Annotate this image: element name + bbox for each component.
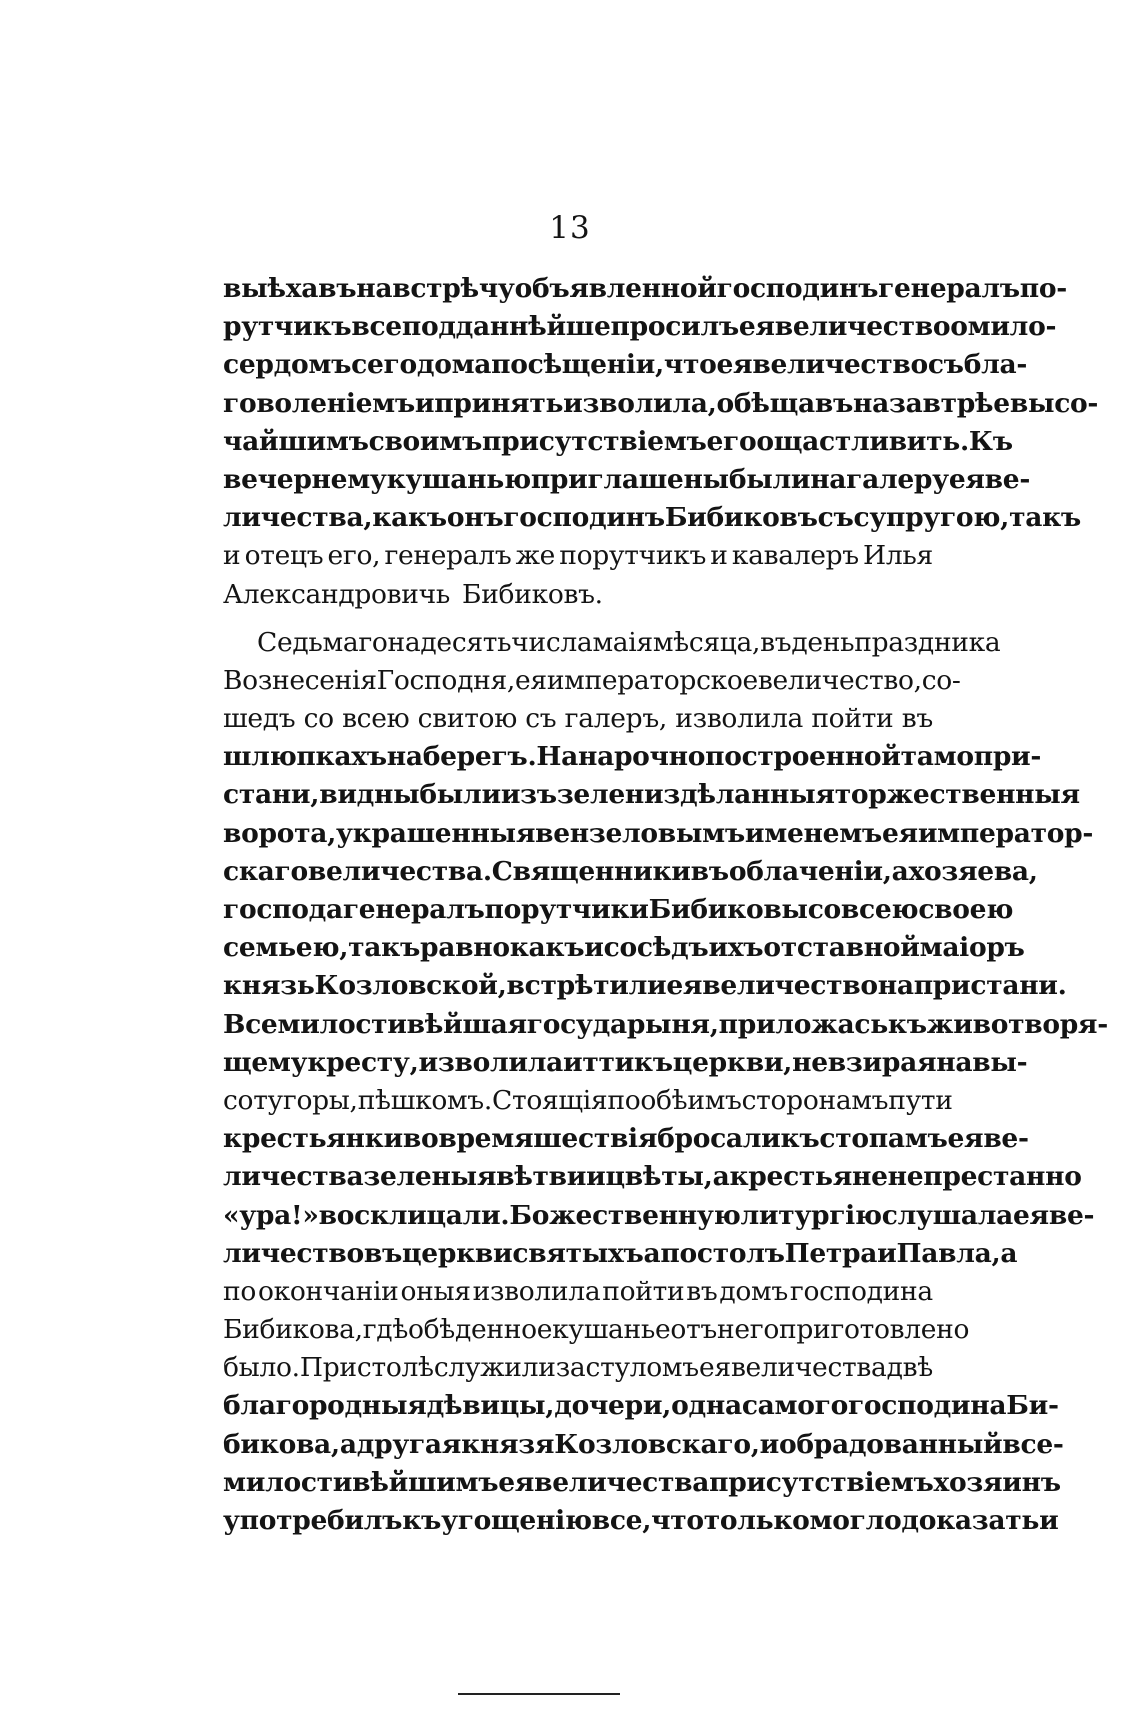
word: животворя- — [926, 1008, 1108, 1040]
word: генералъ — [384, 540, 512, 572]
word: самого — [741, 1390, 848, 1422]
word: просилъ — [610, 311, 739, 343]
word: Стоящія — [491, 1084, 608, 1116]
text-line — [223, 346, 1028, 384]
word: на — [877, 970, 914, 1002]
word: его, — [327, 540, 381, 572]
word: горы, — [282, 1084, 358, 1116]
word: какъ — [509, 932, 585, 964]
word: ворота, — [223, 817, 337, 849]
word: величества. — [307, 855, 492, 887]
word: итти — [562, 1046, 634, 1078]
word: праздника — [854, 626, 1001, 658]
word: государыня, — [526, 1008, 719, 1040]
text-line — [223, 1082, 953, 1120]
word: пѣшкомъ. — [357, 1084, 492, 1116]
word: говоленіемъ — [223, 387, 415, 419]
word: всею — [840, 894, 919, 925]
word: сосѣдъ — [603, 932, 709, 964]
word: На — [536, 741, 578, 773]
word: шлюпкахъ — [223, 741, 387, 773]
word: Господня, — [376, 664, 515, 696]
text-line — [223, 1349, 933, 1387]
word: ея — [698, 1352, 731, 1384]
word: видны — [319, 779, 420, 811]
word: именемъ — [744, 817, 882, 849]
word: супругою, — [853, 502, 1010, 534]
word: император- — [917, 817, 1094, 849]
word: посѣщеніи, — [491, 349, 664, 381]
word: время — [438, 1123, 534, 1155]
word: отставной — [763, 932, 920, 964]
word: въ — [686, 1275, 718, 1307]
word: мило- — [967, 311, 1057, 343]
word: Козловской, — [314, 970, 507, 1002]
word: построенной — [705, 741, 901, 773]
word: господа — [223, 894, 343, 925]
word: день — [791, 626, 855, 658]
word: стани, — [223, 779, 320, 811]
text-line — [223, 308, 1057, 346]
word: ея — [948, 463, 985, 495]
word: украшенныя — [336, 817, 536, 849]
word: ея — [498, 1466, 535, 1498]
word: щему — [223, 1046, 308, 1078]
word: все, — [591, 1505, 652, 1536]
word: крестьяне — [729, 1161, 888, 1193]
word: галеръ, — [564, 703, 668, 735]
paragraph-1 — [223, 270, 1099, 614]
word: ве- — [984, 463, 1031, 495]
text-line — [223, 1464, 1061, 1502]
word: ощастливить. — [756, 425, 969, 457]
word: берегъ. — [422, 741, 537, 773]
body-text — [223, 270, 1108, 1540]
word: скаго — [223, 855, 308, 887]
word: присутствіемъ — [709, 1466, 934, 1498]
word: здѣланныя — [663, 779, 835, 811]
word: по- — [1019, 273, 1067, 304]
text-line — [223, 853, 1038, 891]
text-line — [223, 270, 1067, 308]
text-line — [223, 1273, 933, 1311]
word: сторонамъ — [741, 1084, 889, 1116]
text-line — [223, 576, 933, 614]
word: изволила — [418, 1046, 563, 1078]
word: своею — [918, 894, 1014, 925]
word: ея — [716, 349, 753, 381]
word: и — [877, 1237, 897, 1269]
word: галеру — [846, 463, 949, 495]
word: Священники — [491, 855, 691, 887]
word: изволила — [675, 703, 804, 735]
word: въ — [901, 703, 933, 735]
word: присутствіемъ — [482, 425, 707, 457]
word: другая — [356, 1428, 462, 1460]
word: въ — [363, 1237, 402, 1269]
word: служили — [433, 1352, 556, 1384]
word: приготовлено — [778, 1314, 970, 1346]
word: а — [712, 1161, 730, 1193]
word: по — [223, 1275, 257, 1307]
text-line — [223, 700, 933, 738]
word: не — [792, 1046, 828, 1078]
word: что — [651, 1505, 704, 1536]
word: маія — [592, 626, 653, 658]
word: домъ — [719, 1275, 788, 1307]
word: вы- — [972, 1046, 1028, 1078]
word: дочери, — [554, 1390, 672, 1422]
paragraph-2 — [223, 624, 1108, 1541]
text-line — [223, 1502, 1059, 1540]
footer-rule — [458, 1693, 620, 1695]
word: Бибиковы — [648, 894, 808, 925]
word: святыхъ — [512, 1237, 644, 1269]
word: Вознесенія — [223, 664, 377, 696]
text-line — [223, 624, 1001, 662]
text-line — [223, 385, 1099, 423]
word: сего — [351, 349, 417, 381]
word: по — [607, 1084, 641, 1116]
word: восклицали. — [318, 1199, 510, 1231]
word: дома — [416, 349, 492, 381]
word: и — [1039, 1505, 1059, 1536]
text-line — [223, 461, 1031, 499]
word: Седьмагонадесять — [257, 626, 512, 658]
word: все- — [1002, 1428, 1064, 1460]
word: двѣ — [886, 1352, 933, 1384]
word: хозяинъ — [933, 1466, 1061, 1498]
word: тамо — [900, 741, 974, 773]
word: князь — [223, 970, 315, 1002]
word: ея — [666, 970, 703, 1002]
word: какъ — [372, 502, 447, 534]
word: литургію — [740, 1199, 882, 1231]
text-line — [223, 1235, 1018, 1273]
word: Александровичь — [223, 578, 451, 610]
word: дѣвицы, — [426, 1390, 555, 1422]
word: только — [703, 1505, 810, 1536]
word: обѣденное — [408, 1314, 553, 1346]
word: Павла, — [896, 1237, 1001, 1269]
word: приложась — [718, 1008, 888, 1040]
word: употребилъ — [223, 1505, 403, 1536]
word: къ — [887, 1008, 927, 1040]
word: его — [706, 425, 757, 457]
word: Бибиковъ — [664, 502, 818, 534]
word: были — [419, 779, 501, 811]
word: высо- — [1009, 387, 1099, 419]
word: вензеловымъ — [535, 817, 745, 849]
word: одна — [671, 1390, 742, 1422]
word: господина — [847, 1390, 1007, 1422]
text-line — [223, 1158, 1082, 1196]
word: и — [584, 932, 604, 964]
word: со- — [921, 664, 961, 696]
text-line — [223, 891, 1014, 929]
word: съ — [927, 349, 964, 381]
word: благородныя — [223, 1390, 427, 1422]
word: на — [386, 741, 423, 773]
word: пристани. — [913, 970, 1067, 1002]
text-line — [223, 662, 961, 700]
word: могло — [809, 1505, 902, 1536]
word: нарочно — [577, 741, 706, 773]
word: церкви, — [672, 1046, 793, 1078]
word: Илья — [863, 540, 933, 572]
word: столѣ — [356, 1352, 434, 1384]
word: бикова, — [223, 1428, 340, 1460]
text-line — [223, 967, 1067, 1005]
word: было. — [223, 1352, 300, 1384]
text-line — [223, 929, 1025, 967]
word: величество — [752, 349, 928, 381]
word: величество — [702, 970, 878, 1002]
word: равно — [420, 932, 510, 964]
word: принять — [434, 387, 564, 419]
word: Божественную — [509, 1199, 741, 1231]
word: генералъ — [878, 273, 1020, 304]
word: шедъ — [223, 703, 296, 735]
word: милостивѣйшимъ — [223, 1466, 499, 1498]
word: приглашены — [530, 463, 729, 495]
word: «ура!» — [223, 1199, 319, 1231]
word: на — [936, 1046, 973, 1078]
word: ея — [738, 311, 775, 343]
word: къ — [633, 1046, 673, 1078]
text-line — [223, 738, 1042, 776]
word: ея — [1013, 1199, 1049, 1231]
word: о — [950, 311, 968, 343]
word: величества — [534, 1466, 710, 1498]
word: взирая — [827, 1046, 937, 1078]
text-line — [223, 423, 1013, 461]
word: на — [810, 463, 847, 495]
word: доказать — [901, 1505, 1040, 1536]
word: шествія — [533, 1123, 658, 1155]
word: и — [414, 387, 435, 419]
word: объявленной — [514, 273, 717, 304]
word: изволила — [472, 1275, 601, 1307]
word: на — [356, 273, 393, 304]
word: кавалеръ — [731, 540, 859, 572]
word: съ — [525, 703, 557, 735]
word: ве- — [983, 1123, 1029, 1155]
word: господина — [789, 1275, 933, 1307]
word: стопамъ — [819, 1123, 948, 1155]
word: встрѣчу — [392, 273, 515, 304]
word: хозяева, — [908, 855, 1038, 887]
paragraph-gap — [223, 614, 933, 624]
word: Бибиковъ. — [462, 578, 603, 610]
word: личества, — [223, 502, 373, 534]
text-line — [223, 1120, 1029, 1158]
word: Петра — [784, 1237, 878, 1269]
word: ихъ — [708, 932, 764, 964]
word: со — [303, 703, 334, 735]
word: зеленыя — [363, 1161, 497, 1193]
word: торжественныя — [834, 779, 1080, 811]
word: обрадованный — [779, 1428, 1003, 1460]
word: рутчикъ — [223, 311, 352, 343]
word: личество — [223, 1237, 364, 1269]
word: кресту, — [307, 1046, 419, 1078]
text-line — [223, 499, 1081, 537]
word: свитою — [417, 703, 517, 735]
word: такъ — [1009, 502, 1081, 534]
word: отецъ — [244, 540, 324, 572]
word: вѣтви — [496, 1161, 587, 1193]
word: соту — [223, 1084, 283, 1116]
text-line — [223, 1426, 1064, 1464]
word: облаченіи, — [728, 855, 892, 887]
word: господинъ — [503, 502, 665, 534]
word: него — [717, 1314, 779, 1346]
word: завтрѣе — [888, 387, 1010, 419]
word: угощенію — [441, 1505, 592, 1536]
word: семьею, — [223, 932, 349, 964]
word: цвѣты, — [605, 1161, 713, 1193]
word: и — [759, 1428, 779, 1460]
text-line — [223, 815, 1094, 853]
word: церкви — [402, 1237, 513, 1269]
word: пойти — [602, 1275, 685, 1307]
word: ея — [881, 817, 918, 849]
text-line — [223, 1044, 1028, 1082]
word: При — [299, 1352, 357, 1384]
word: величества — [730, 1352, 887, 1384]
word: въ — [760, 626, 792, 658]
word: бросали — [657, 1123, 781, 1155]
word: личества — [223, 1161, 364, 1193]
word: со — [807, 894, 841, 925]
word: господинъ — [716, 273, 879, 304]
word: чайшимъ — [223, 425, 369, 457]
word: во — [402, 1123, 439, 1155]
word: а — [891, 855, 909, 887]
word: выѣхавъ — [223, 273, 357, 304]
word: бла- — [963, 349, 1028, 381]
word: слушала — [881, 1199, 1013, 1231]
word: величество, — [757, 664, 922, 696]
word: своимъ — [368, 425, 483, 457]
word: числа — [511, 626, 593, 658]
word: непрестанно — [887, 1161, 1082, 1193]
word: апостолъ — [643, 1237, 785, 1269]
text-line — [223, 1197, 1095, 1235]
word: гдѣ — [362, 1314, 408, 1346]
word: а — [1000, 1237, 1018, 1269]
word: маіоръ — [919, 932, 1025, 964]
text-line — [223, 537, 933, 575]
word: изволила, — [563, 387, 717, 419]
word: крестьянки — [223, 1123, 403, 1155]
word: зелени — [556, 779, 664, 811]
word: кушанье — [552, 1314, 671, 1346]
word: генералъ — [342, 894, 485, 925]
word: такъ — [348, 932, 421, 964]
word: обѣщавъ — [716, 387, 854, 419]
word: окончаніи — [257, 1275, 399, 1307]
word: порутчики — [484, 894, 649, 925]
word: ве- — [1048, 1199, 1095, 1231]
word: князя — [461, 1428, 555, 1460]
page-number: 13 — [549, 210, 591, 246]
word: кушанью — [386, 463, 531, 495]
word: стуломъ — [585, 1352, 699, 1384]
word: величество — [774, 311, 951, 343]
word: встрѣтили — [506, 970, 667, 1002]
word: и — [586, 1161, 606, 1193]
word: были — [728, 463, 811, 495]
word: всею — [342, 703, 410, 735]
word: всеподданнѣйше — [351, 311, 611, 343]
word: пойти — [811, 703, 894, 735]
word: а — [339, 1428, 357, 1460]
word: Бибикова, — [223, 1314, 363, 1346]
word: мѣсяца, — [652, 626, 761, 658]
word: Козловскаго, — [554, 1428, 760, 1460]
word: на — [853, 387, 889, 419]
word: что — [663, 349, 717, 381]
word: къ — [402, 1505, 442, 1536]
word: отъ — [670, 1314, 717, 1346]
text-line — [223, 1387, 1059, 1425]
word: обѣимъ — [640, 1084, 742, 1116]
text-line — [223, 1311, 970, 1349]
word: за — [555, 1352, 586, 1384]
word: въ — [690, 855, 729, 887]
text-line — [223, 776, 1080, 814]
word: оныя — [400, 1275, 471, 1307]
word: съ — [817, 502, 854, 534]
word: сердомъ — [223, 349, 352, 381]
text-line — [223, 1006, 1108, 1044]
word: Къ — [968, 425, 1013, 457]
word: Би- — [1006, 1390, 1059, 1422]
word: при- — [973, 741, 1042, 773]
word: порутчикъ — [559, 540, 707, 572]
word: изъ — [500, 779, 557, 811]
word: ея — [515, 664, 547, 696]
word: и — [223, 540, 241, 572]
word: онъ — [446, 502, 504, 534]
word: вечернему — [223, 463, 387, 495]
word: же — [515, 540, 556, 572]
word: пути — [888, 1084, 953, 1116]
word: императорское — [546, 664, 758, 696]
word: къ — [780, 1123, 820, 1155]
word: и — [710, 540, 728, 572]
word: ея — [947, 1123, 984, 1155]
word: Всемилостивѣйшая — [223, 1008, 527, 1040]
